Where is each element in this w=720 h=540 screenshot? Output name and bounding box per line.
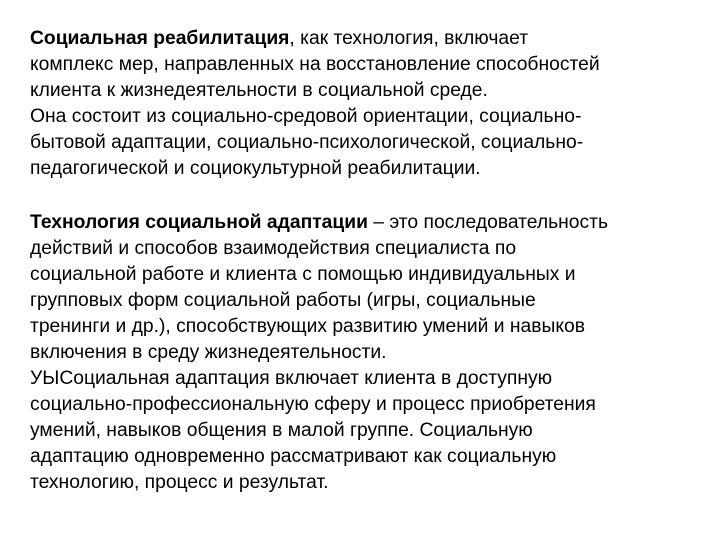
text-line: технологию, процесс и результат. — [30, 472, 329, 493]
text-line — [30, 26, 710, 52]
text-line: социальной работе и клиента с помощью индивидуальных и — [30, 264, 576, 285]
rehabilitation-paragraph — [30, 26, 710, 182]
text-line: адаптацию одновременно рассматривают как социальную — [30, 446, 557, 467]
text-line: педагогической и социокультурной реабилитации. — [30, 158, 481, 179]
text-line — [30, 210, 710, 236]
text-line: тренинги и др.), способствующих развитию умений и навыков — [30, 316, 586, 337]
text-line: Она состоит из социально-средовой ориентации, социально- — [30, 106, 582, 127]
text-line: бытовой адаптации, социально-психологической, социально- — [30, 132, 584, 153]
text-line: клиента к жизнедеятельности в социальной среде. — [30, 80, 488, 101]
term-adaptation-technology: Технология социальной адаптации — [30, 212, 368, 233]
text-line: социально-профессиональную сферу и процесс приобретения — [30, 394, 596, 415]
text-line: включения в среду жизнедеятельности. — [30, 342, 387, 363]
line-continuation: – это последовательность — [367, 212, 609, 233]
line-continuation: , как технология, включает — [289, 28, 529, 49]
adaptation-paragraph — [30, 210, 710, 496]
term-rehabilitation: Социальная реабилитация — [30, 28, 290, 49]
text-line: УЫСоциальная адаптация включает клиента в доступную — [30, 368, 553, 389]
text-line: групповых форм социальной работы (игры, социальные — [30, 290, 536, 311]
text-line: комплекс мер, направленных на восстановление способностей — [30, 54, 600, 75]
text-line: умений, навыков общения в малой группе. Социальную — [30, 420, 533, 441]
text-line: действий и способов взаимодействия специалиста по — [30, 238, 517, 259]
